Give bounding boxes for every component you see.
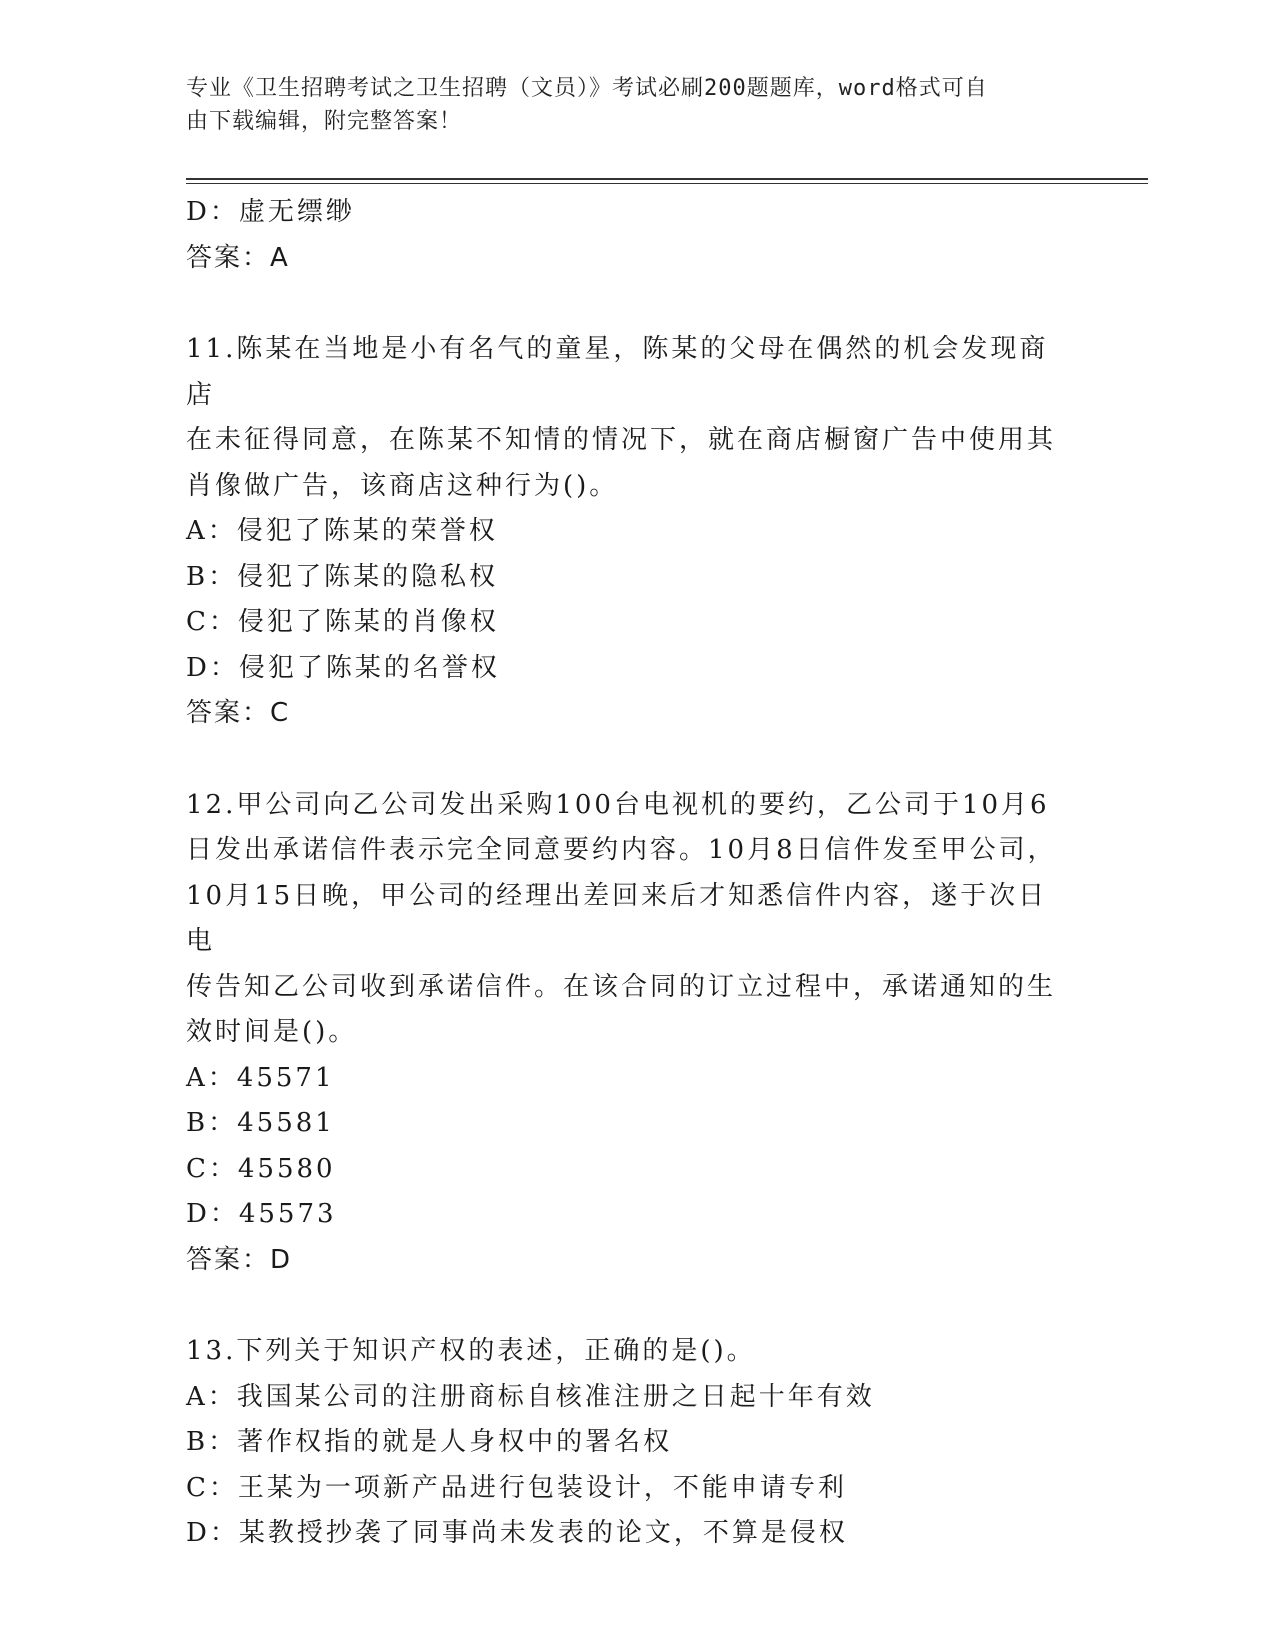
question-stem-line: 传告知乙公司收到承诺信件。在该合同的订立过程中，承诺通知的生 — [186, 971, 1057, 1002]
question-stem-line: 13.下列关于知识产权的表述，正确的是()。 — [186, 1336, 756, 1366]
answer-line: 答案：D — [186, 1244, 293, 1275]
answer-line: 答案：A — [186, 242, 290, 273]
option-c: C：王某为一项新产品进行包装设计，不能申请专利 — [186, 1472, 847, 1503]
question-stem-line: 12.甲公司向乙公司发出采购100台电视机的要约，乙公司于10月6 — [186, 789, 1050, 820]
option-b: B：45581 — [186, 1108, 335, 1138]
question-stem-line: 日发出承诺信件表示完全同意要约内容。10月8日信件发至甲公司， — [186, 835, 1057, 865]
document-body — [186, 190, 1066, 1557]
option-a: A：侵犯了陈某的荣誉权 — [186, 516, 498, 546]
option-c: C：侵犯了陈某的肖像权 — [186, 607, 499, 637]
option-a: A：45571 — [186, 1062, 335, 1093]
question-stem-line: 在未征得同意，在陈某不知情的情况下，就在商店橱窗广告中使用其 — [186, 425, 1057, 455]
question-13 — [186, 1329, 1066, 1557]
answer-line: 答案：C — [186, 698, 291, 728]
option-b: B：著作权指的就是人身权中的署名权 — [186, 1427, 673, 1457]
question-stem-line: 11.陈某在当地是小有名气的童星，陈某的父母在偶然的机会发现商店 — [186, 334, 1049, 410]
header-line-2: 由下载编辑，附完整答案！ — [186, 109, 463, 134]
option-a: A：我国某公司的注册商标自核准注册之日起十年有效 — [186, 1381, 875, 1412]
option-c: C：45580 — [186, 1153, 336, 1184]
question-stem-line: 效时间是()。 — [186, 1017, 358, 1047]
header-rule-thin — [186, 183, 1148, 184]
option-b: B：侵犯了陈某的隐私权 — [186, 561, 499, 592]
previous-question-tail — [186, 190, 1066, 281]
question-stem-line: 肖像做广告，该商店这种行为()。 — [186, 470, 619, 501]
question-stem-line: 10月15日晚，甲公司的经理出差回来后才知悉信件内容，遂于次日电 — [186, 880, 1048, 956]
option-d: D：虚无缥缈 — [186, 197, 355, 227]
option-d: D：某教授抄袭了同事尚未发表的论文，不算是侵权 — [186, 1518, 848, 1548]
header-line-1: 专业《卫生招聘考试之卫生招聘（文员）》考试必刷200题题库，word格式可自 — [186, 76, 988, 101]
document-header — [186, 72, 1066, 138]
option-d: D：45573 — [186, 1199, 337, 1229]
question-11 — [186, 327, 1066, 737]
header-rule-thick — [186, 178, 1148, 180]
question-12 — [186, 783, 1066, 1284]
option-d: D：侵犯了陈某的名誉权 — [186, 652, 500, 683]
